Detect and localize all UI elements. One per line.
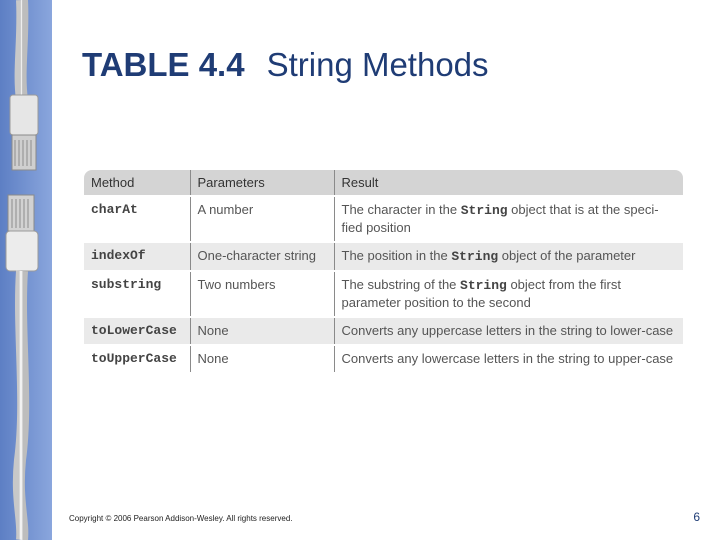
result-text: The position in the	[341, 248, 452, 263]
result-text: The character in the	[341, 202, 461, 217]
method-cell: toLowerCase	[84, 317, 190, 345]
parameters-cell: Two numbers	[190, 271, 334, 317]
result-cell	[334, 242, 683, 271]
table-row	[84, 345, 683, 372]
result-code: String	[460, 278, 507, 293]
method-cell: toUpperCase	[91, 351, 177, 366]
table-number: TABLE 4.4	[82, 46, 245, 83]
result-cell	[334, 317, 683, 345]
parameters-cell: None	[190, 345, 334, 372]
slide-title	[82, 46, 489, 84]
result-text: object that is at the speci-fied position	[341, 202, 659, 235]
column-header-method: Method	[84, 170, 190, 196]
result-text: Converts any lowercase letters in the string to upper-case	[341, 351, 674, 366]
result-cell	[334, 196, 683, 242]
page-number: 6	[693, 510, 700, 524]
table-row	[84, 271, 683, 317]
result-text: object of the parameter	[498, 248, 636, 263]
method-cell: substring	[91, 277, 162, 292]
result-cell	[334, 271, 683, 317]
table-row	[84, 317, 683, 345]
column-header-parameters: Parameters	[190, 170, 334, 196]
result-text: Converts any uppercase letters in the string to lower-case	[341, 323, 674, 338]
table-row	[84, 242, 683, 271]
parameters-cell: One-character string	[190, 242, 334, 271]
method-cell: indexOf	[84, 242, 190, 271]
result-cell	[334, 345, 683, 372]
network-cable-icon	[0, 0, 52, 540]
parameters-cell: None	[190, 317, 334, 345]
result-code: String	[451, 249, 499, 264]
column-header-result: Result	[334, 170, 683, 196]
method-cell: charAt	[91, 202, 138, 217]
table-header-row	[84, 170, 683, 196]
string-methods-table	[84, 170, 683, 372]
parameters-cell: A number	[190, 196, 334, 242]
table-title: String Methods	[266, 46, 489, 83]
result-text: The substring of the	[341, 277, 461, 292]
copyright-notice: Copyright © 2006 Pearson Addison-Wesley. All rights reserved.	[69, 514, 293, 523]
result-code: String	[460, 203, 508, 218]
result-text: object from the first parameter position to the second	[341, 277, 621, 310]
table-row	[84, 196, 683, 242]
